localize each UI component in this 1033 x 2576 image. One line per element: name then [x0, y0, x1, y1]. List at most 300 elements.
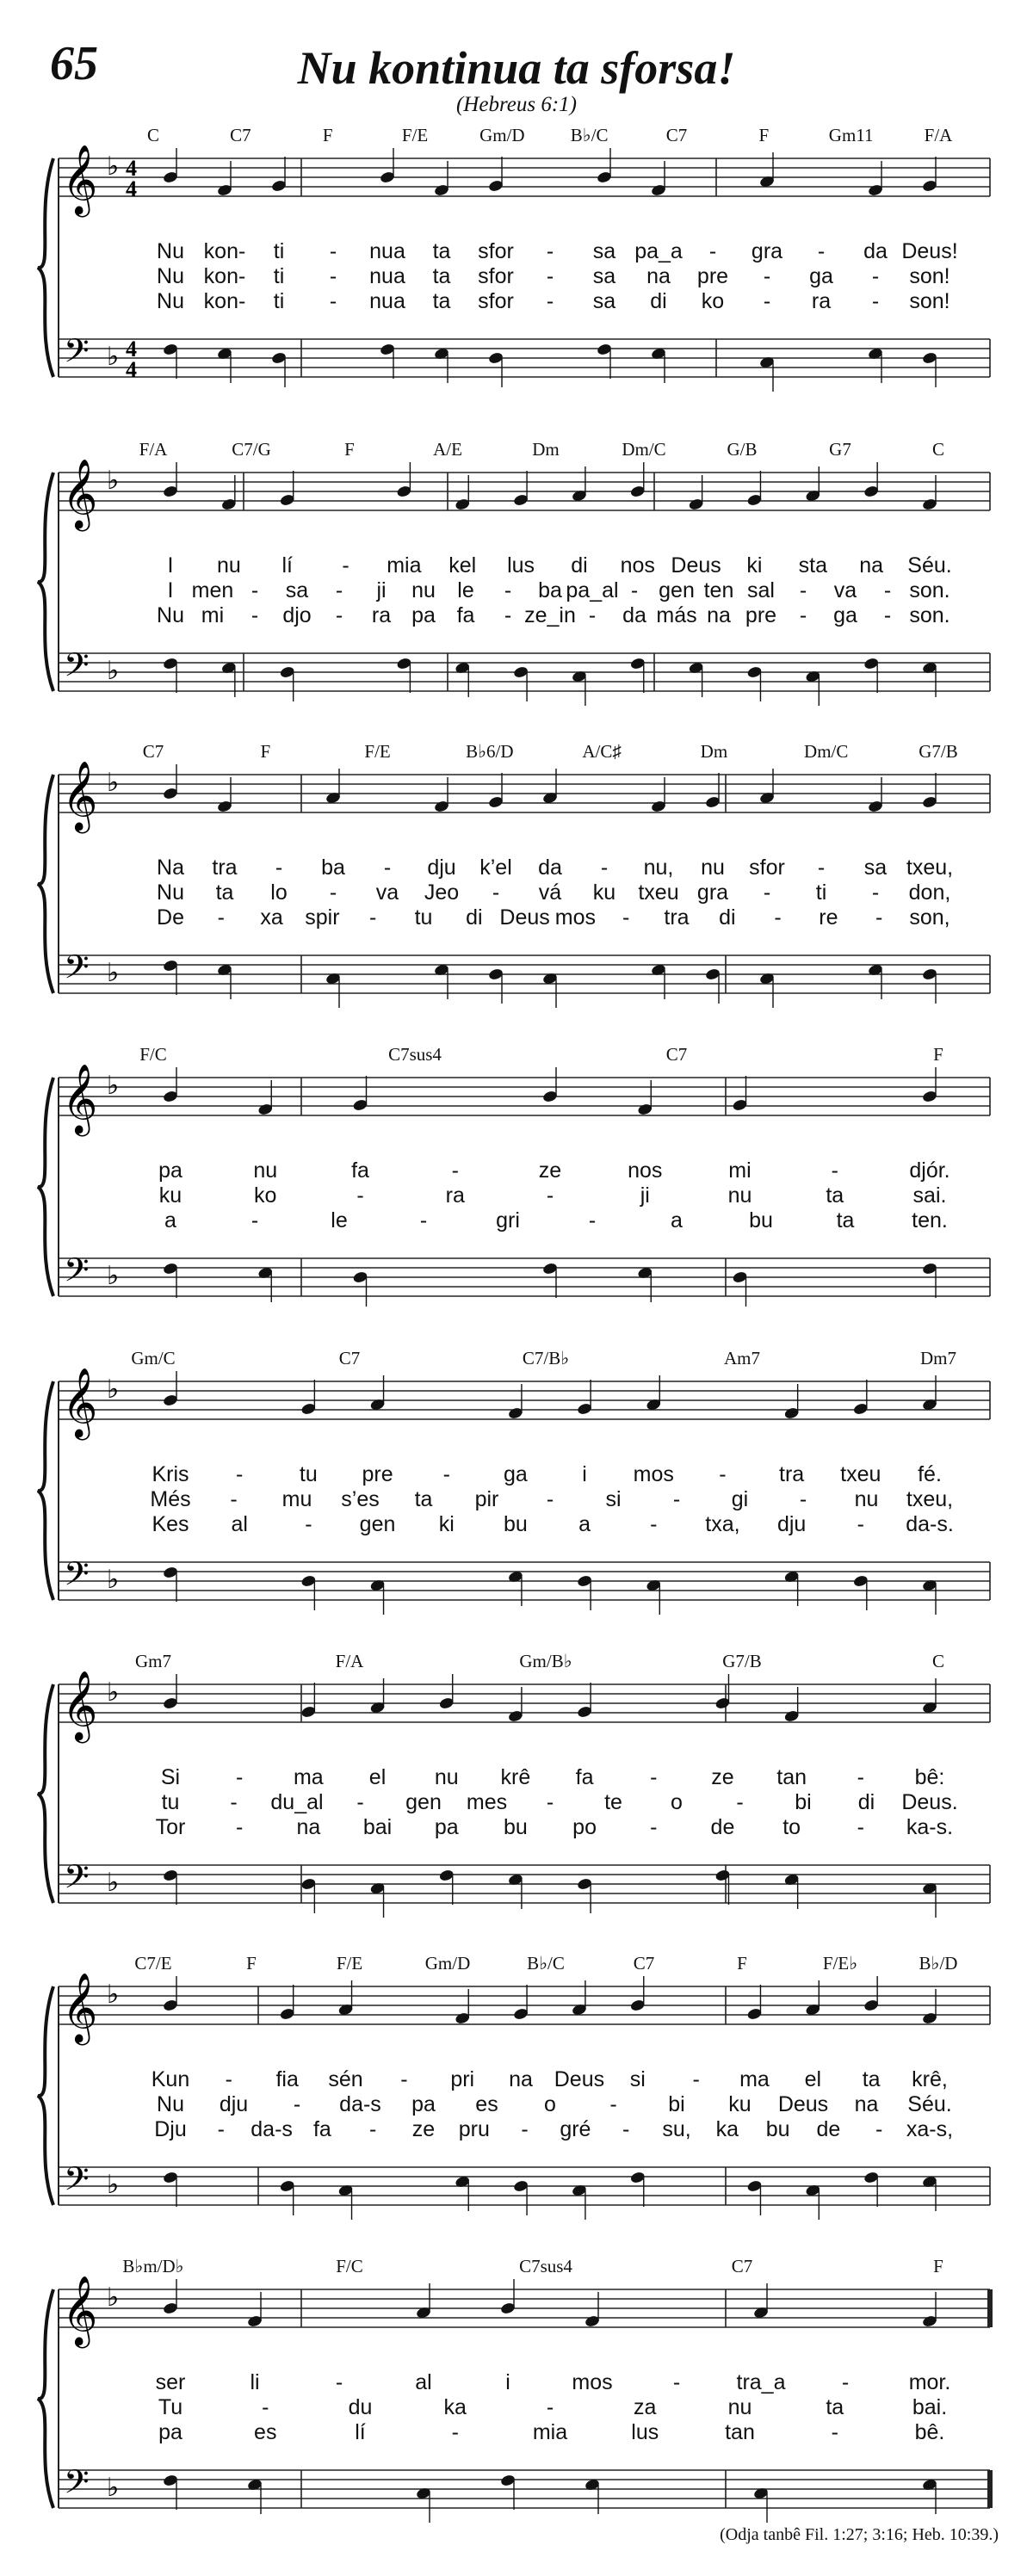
- lyric-syllable: krê,: [912, 2067, 948, 2091]
- lyric-syllable: Jeo: [424, 880, 460, 905]
- lyric-syllable: te: [604, 1790, 622, 1814]
- lyric-syllable: -: [451, 1158, 459, 1183]
- lyric-syllable: -: [230, 1790, 238, 1814]
- lyric-syllable: nu: [434, 1765, 459, 1789]
- lyric-syllable: fia: [275, 2067, 299, 2091]
- lyric-syllable: bi: [795, 1790, 812, 1814]
- lyric-syllable: ko: [701, 289, 725, 313]
- lyric-syllable: de: [816, 2117, 841, 2141]
- lyric-syllable: -: [817, 239, 826, 263]
- key-signature-flat: ♭: [107, 657, 120, 685]
- chord-symbol: B♭m/D♭: [122, 2256, 184, 2276]
- lyric-syllable: xa-s,: [906, 2117, 954, 2141]
- lyric-syllable: -: [763, 264, 771, 288]
- chord-symbol: C7: [731, 2256, 753, 2276]
- lyric-syllable: ta: [432, 289, 451, 313]
- lyric-syllable: al: [231, 1512, 248, 1536]
- time-signature-top: 4: [126, 337, 137, 361]
- lyric-syllable: -: [225, 2067, 233, 2091]
- lyric-syllable: va: [833, 578, 857, 602]
- lyric-syllable: -: [650, 1815, 658, 1839]
- lyric-syllable: s’es: [341, 1487, 380, 1511]
- lyric-syllable: di: [719, 905, 736, 930]
- key-signature-flat: ♭: [107, 1566, 120, 1594]
- lyric-syllable: fa: [312, 2117, 331, 2141]
- lyric-syllable: -: [672, 2370, 681, 2394]
- lyric-syllable: gen: [659, 578, 695, 602]
- treble-clef-icon: 𝄞: [62, 1370, 98, 1436]
- lyric-syllable: -: [329, 289, 337, 313]
- lyric-syllable: -: [609, 2092, 617, 2116]
- lyric-syllable: -: [719, 1462, 727, 1486]
- lyric-syllable: De: [157, 905, 184, 930]
- chord-symbol: C7: [230, 125, 251, 145]
- lyric-syllable: pa: [411, 603, 436, 627]
- lyric-syllable: ta: [432, 264, 451, 288]
- bass-clef-icon: 𝄢: [64, 1859, 90, 1903]
- lyric-syllable: ze: [711, 1765, 734, 1789]
- lyric-syllable: ku: [592, 880, 616, 905]
- lyric-syllable: li: [250, 2370, 260, 2394]
- lyric-syllable: pa: [434, 1815, 459, 1839]
- lyric-syllable: mos: [633, 1462, 674, 1486]
- lyric-syllable: djór.: [909, 1158, 950, 1183]
- lyric-syllable: sa: [285, 578, 309, 602]
- lyric-syllable: tan: [725, 2420, 755, 2444]
- lyric-syllable: na: [509, 2067, 533, 2091]
- key-signature-flat: ♭: [107, 343, 120, 371]
- lyric-syllable: dju: [776, 1512, 807, 1536]
- lyric-syllable: da-s: [339, 2092, 381, 2116]
- lyric-syllable: -: [588, 603, 597, 627]
- lyric-syllable: da-s.: [906, 1512, 954, 1536]
- bass-clef-icon: 𝄢: [64, 2161, 90, 2205]
- lyric-syllable: ji: [376, 578, 387, 602]
- lyric-syllable: -: [335, 578, 343, 602]
- chord-symbol: F: [260, 741, 271, 762]
- lyric-syllable: -: [871, 880, 880, 905]
- lyric-syllable: nu: [253, 1158, 278, 1183]
- hymn-number: 65: [50, 37, 98, 90]
- lyric-syllable: son,: [909, 905, 950, 930]
- bass-clef-icon: 𝄢: [64, 1556, 90, 1600]
- key-signature-flat: ♭: [107, 769, 120, 797]
- lyric-syllable: sta: [798, 553, 827, 578]
- lyric-syllable: pre: [696, 264, 729, 288]
- lyric-syllable: -: [871, 264, 880, 288]
- lyric-syllable: ti: [273, 264, 285, 288]
- lyric-syllable: i: [505, 2370, 510, 2394]
- key-signature-flat: ♭: [107, 1262, 120, 1290]
- chord-symbol: F/E: [336, 1953, 363, 1974]
- lyric-syllable: txeu: [638, 880, 679, 905]
- lyric-syllable: -: [369, 2117, 377, 2141]
- chord-symbol: C7/B♭: [522, 1348, 570, 1368]
- scripture-reference: (Hebreus 6:1): [455, 93, 577, 116]
- lyric-syllable: ka: [715, 2117, 739, 2141]
- lyric-syllable: kon-: [203, 239, 246, 263]
- chord-symbol: C: [931, 1651, 945, 1671]
- lyric-syllable: nu: [727, 2395, 752, 2419]
- lyric-syllable: tra: [779, 1462, 805, 1486]
- lyric-syllable: -: [329, 239, 337, 263]
- lyric-syllable: -: [799, 603, 807, 627]
- lyric-syllable: -: [650, 1512, 658, 1536]
- lyric-syllable: sfor: [478, 239, 514, 263]
- lyric-syllable: Séu.: [907, 2092, 952, 2116]
- lyric-syllable: pru: [458, 2117, 490, 2141]
- lyric-syllable: ta: [862, 2067, 881, 2091]
- key-signature-flat: ♭: [107, 2171, 120, 2199]
- lyric-syllable: ku: [158, 1183, 182, 1208]
- lyric-syllable: a: [578, 1512, 591, 1536]
- bass-clef-icon: 𝄢: [64, 2464, 90, 2508]
- lyric-syllable: si: [629, 2067, 646, 2091]
- treble-clef-icon: 𝄞: [62, 1673, 98, 1739]
- key-signature-flat: ♭: [107, 1375, 120, 1404]
- lyric-syllable: -: [329, 264, 337, 288]
- time-signature-top: 4: [126, 156, 137, 181]
- bass-clef-icon: 𝄢: [64, 949, 90, 993]
- lyric-syllable: nos: [628, 1158, 663, 1183]
- lyric-syllable: Kris: [152, 1462, 189, 1486]
- lyric-syllable: -: [546, 264, 554, 288]
- lyric-syllable: Nu: [157, 880, 184, 905]
- lyric-syllable: -: [650, 1765, 658, 1789]
- lyric-syllable: fé.: [918, 1462, 942, 1486]
- lyric-syllable: -: [236, 1765, 244, 1789]
- chord-symbol: G/B: [727, 439, 758, 460]
- lyric-syllable: bai: [362, 1815, 393, 1839]
- lyric-syllable: Na: [157, 856, 184, 880]
- lyric-syllable: -: [251, 1208, 259, 1232]
- chord-symbol: F/E♭: [822, 1953, 858, 1974]
- lyric-syllable: mi: [201, 603, 225, 627]
- chord-symbol: C7sus4: [519, 2256, 572, 2276]
- lyric-syllable: ka: [443, 2395, 467, 2419]
- lyric-syllable: gri: [496, 1208, 520, 1232]
- system-brace: [38, 1381, 53, 1600]
- lyric-syllable: -: [875, 2117, 883, 2141]
- chord-symbol: C7: [142, 741, 164, 762]
- key-signature-flat: ♭: [107, 1980, 120, 2009]
- chord-symbol: F/A: [924, 125, 953, 145]
- lyric-syllable: Nu: [157, 289, 184, 313]
- lyric-syllable: -: [817, 856, 826, 880]
- lyric-syllable: -: [883, 578, 892, 602]
- lyric-syllable: -: [236, 1462, 244, 1486]
- chord-symbol: Gm/B♭: [519, 1651, 572, 1671]
- lyric-syllable: -: [329, 880, 337, 905]
- lyric-syllable: Kes: [152, 1512, 189, 1536]
- chord-symbol: Dm/C: [622, 439, 666, 460]
- chord-symbol: Dm7: [920, 1348, 956, 1368]
- lyric-syllable: -: [419, 1208, 428, 1232]
- lyric-syllable: pa: [158, 2420, 182, 2444]
- lyric-syllable: kel: [448, 553, 477, 578]
- lyric-syllable: di: [466, 905, 483, 930]
- lyric-syllable: ti: [815, 880, 827, 905]
- lyric-syllable: ra: [445, 1183, 465, 1208]
- lyric-syllable: k’el: [479, 856, 512, 880]
- lyric-syllable: le: [457, 578, 474, 602]
- lyric-syllable: sai.: [912, 1183, 947, 1208]
- lyric-syllable: po: [572, 1815, 597, 1839]
- footer-note: (Odja tanbê Fil. 1:27; 3:16; Heb. 10:39.): [720, 2525, 999, 2544]
- system-brace: [38, 1986, 53, 2205]
- lyric-syllable: -: [875, 905, 883, 930]
- chord-symbol: Dm: [700, 741, 728, 762]
- lyric-syllable: nos: [620, 553, 655, 578]
- lyric-syllable: sfor: [478, 264, 514, 288]
- lyric-syllable: ta: [215, 880, 234, 905]
- lyric-syllable: ma: [739, 2067, 770, 2091]
- lyric-syllable: -: [251, 603, 259, 627]
- lyric-syllable: sfor: [749, 856, 785, 880]
- lyric-syllable: ga: [809, 264, 833, 288]
- lyric-syllable: nua: [369, 289, 405, 313]
- lyric-syllable: pa_al: [566, 578, 619, 602]
- chord-symbol: F/C: [336, 2256, 363, 2276]
- chord-symbol: F/E: [364, 741, 391, 762]
- lyric-syllable: bai.: [912, 2395, 948, 2419]
- lyric-syllable: ti: [273, 289, 285, 313]
- lyric-syllable: ser: [155, 2370, 186, 2394]
- lyric-syllable: Si: [160, 1765, 181, 1789]
- system-brace: [38, 775, 53, 993]
- chord-symbol: C7: [633, 1953, 655, 1974]
- lyric-syllable: -: [236, 1815, 244, 1839]
- lyric-syllable: Deus!: [901, 239, 958, 263]
- lyric-syllable: -: [217, 905, 225, 930]
- lyric-syllable: spir: [305, 905, 340, 930]
- treble-clef-icon: 𝄞: [62, 1066, 98, 1133]
- lyric-syllable: ten: [703, 578, 734, 602]
- lyric-syllable: nu: [701, 856, 725, 880]
- time-signature-bottom: 4: [126, 176, 137, 201]
- lyric-syllable: tu: [299, 1462, 318, 1486]
- lyric-syllable: -: [293, 2092, 301, 2116]
- lyric-syllable: mia: [387, 553, 422, 578]
- chord-symbol: F: [758, 125, 770, 145]
- lyric-syllable: Nu: [157, 264, 184, 288]
- lyric-syllable: nu: [411, 578, 436, 602]
- lyric-syllable: ra: [371, 603, 392, 627]
- chord-symbol: Gm7: [135, 1651, 171, 1671]
- lyric-syllable: bu: [749, 1208, 773, 1232]
- lyric-syllable: -: [546, 239, 554, 263]
- lyric-syllable: -: [305, 1512, 312, 1536]
- chord-symbol: F: [246, 1953, 257, 1974]
- lyric-syllable: fa: [575, 1765, 594, 1789]
- lyric-syllable: pre: [362, 1462, 393, 1486]
- lyric-syllable: gré: [560, 2117, 591, 2141]
- system-brace: [38, 158, 53, 377]
- lyric-syllable: ga: [833, 603, 857, 627]
- chord-symbol: F/A: [139, 439, 168, 460]
- lyric-syllable: da: [538, 856, 562, 880]
- key-signature-flat: ♭: [107, 2283, 120, 2312]
- system-brace: [38, 1684, 53, 1903]
- lyric-syllable: i: [582, 1462, 587, 1486]
- lyric-syllable: sa: [592, 289, 616, 313]
- lyric-syllable: -: [546, 1790, 554, 1814]
- treble-clef-icon: 𝄞: [62, 147, 98, 213]
- lyric-syllable: a: [164, 1208, 176, 1232]
- lyric-syllable: al: [415, 2370, 432, 2394]
- lyric-syllable: da-s: [251, 2117, 293, 2141]
- treble-clef-icon: 𝄞: [62, 1975, 98, 2042]
- lyric-syllable: -: [763, 880, 771, 905]
- lyric-syllable: -: [262, 2395, 269, 2419]
- lyric-syllable: ku: [728, 2092, 752, 2116]
- lyric-syllable: a: [671, 1208, 683, 1232]
- lyric-syllable: ka-s.: [906, 1815, 954, 1839]
- lyric-syllable: mi: [728, 1158, 752, 1183]
- lyric-syllable: ze: [538, 1158, 562, 1183]
- lyric-syllable: son.: [909, 603, 950, 627]
- chord-symbol: F: [737, 1953, 747, 1974]
- lyric-syllable: gen: [405, 1790, 442, 1814]
- lyric-syllable: men: [191, 578, 234, 602]
- key-signature-flat: ♭: [107, 152, 120, 181]
- lyric-syllable: -: [841, 2370, 850, 2394]
- lyric-syllable: kon-: [203, 264, 246, 288]
- lyric-syllable: ta: [826, 1183, 844, 1208]
- chord-symbol: C7: [665, 1044, 688, 1065]
- lyric-syllable: -: [763, 289, 771, 313]
- lyric-syllable: tu: [414, 905, 433, 930]
- lyric-syllable: bê.: [914, 2420, 945, 2444]
- chord-symbol: C: [931, 439, 945, 460]
- lyric-syllable: -: [672, 1487, 681, 1511]
- lyric-syllable: gra: [696, 880, 729, 905]
- lyric-syllable: -: [831, 1158, 838, 1183]
- lyric-syllable: -: [622, 905, 630, 930]
- lyric-syllable: es: [254, 2420, 277, 2444]
- lyric-syllable: di: [571, 553, 588, 578]
- lyric-syllable: -: [504, 603, 512, 627]
- lyric-syllable: krê: [500, 1765, 531, 1789]
- lyric-syllable: Deus: [777, 2092, 829, 2116]
- lyric-syllable: ze_in: [524, 603, 576, 627]
- lyric-syllable: -: [546, 289, 554, 313]
- lyric-syllable: ji: [640, 1183, 650, 1208]
- lyric-syllable: Més: [150, 1487, 191, 1511]
- lyric-syllable: ti: [273, 239, 285, 263]
- lyric-syllable: bi: [668, 2092, 685, 2116]
- treble-clef-icon: 𝄞: [62, 461, 98, 528]
- lyric-syllable: ta: [414, 1487, 433, 1511]
- lyric-syllable: bu: [504, 1815, 528, 1839]
- lyric-syllable: dju: [219, 2092, 249, 2116]
- treble-clef-icon: 𝄞: [62, 2278, 98, 2344]
- lyric-syllable: na: [859, 553, 884, 578]
- lyric-syllable: mor.: [908, 2370, 951, 2394]
- lyric-syllable: -: [335, 603, 343, 627]
- lyric-syllable: ki: [746, 553, 763, 578]
- lyric-syllable: lus: [507, 553, 535, 578]
- lyric-syllable: I: [167, 553, 174, 578]
- lyric-syllable: lus: [631, 2420, 659, 2444]
- lyric-syllable: mos: [554, 905, 597, 930]
- lyric-syllable: -: [692, 2067, 700, 2091]
- lyric-syllable: bu: [504, 1512, 528, 1536]
- chord-symbol: F: [322, 125, 333, 145]
- time-signature-bottom: 4: [126, 357, 137, 382]
- chord-symbol: Am7: [724, 1348, 760, 1368]
- chord-symbol: A/E: [433, 439, 462, 460]
- key-signature-flat: ♭: [107, 466, 120, 495]
- bass-clef-icon: 𝄢: [64, 647, 90, 691]
- lyric-syllable: ko: [254, 1183, 277, 1208]
- lyric-syllable: -: [356, 1790, 364, 1814]
- chord-symbol: G7/B: [722, 1651, 762, 1671]
- lyric-syllable: Deus.: [901, 1790, 958, 1814]
- chord-symbol: F/E: [401, 125, 429, 145]
- lyric-syllable: vá: [538, 880, 562, 905]
- lyric-syllable: si: [605, 1487, 622, 1511]
- lyric-syllable: gen: [359, 1512, 396, 1536]
- hymn-title: Nu kontinua ta sforsa!: [297, 42, 736, 94]
- system-brace: [38, 2289, 53, 2508]
- lyric-syllable: Tor: [155, 1815, 186, 1839]
- lyric-syllable: pre: [745, 603, 777, 627]
- lyric-syllable: txeu,: [906, 1487, 954, 1511]
- lyric-syllable: -: [831, 2420, 838, 2444]
- lyric-syllable: más: [656, 603, 697, 627]
- lyric-syllable: txeu,: [906, 856, 954, 880]
- chord-symbol: Gm/D: [424, 1953, 471, 1974]
- lyric-syllable: ten.: [912, 1208, 948, 1232]
- chord-symbol: F/A: [335, 1651, 364, 1671]
- lyric-syllable: Deus: [671, 553, 721, 578]
- lyric-syllable: du: [348, 2395, 373, 2419]
- lyric-syllable: sfor: [478, 289, 514, 313]
- lyric-syllable: -: [442, 1462, 450, 1486]
- lyric-syllable: nua: [369, 239, 405, 263]
- lyric-syllable: -: [217, 2117, 225, 2141]
- chord-symbol: C7: [665, 125, 688, 145]
- chord-symbol: B♭/C: [527, 1953, 565, 1974]
- lyric-syllable: ze: [411, 2117, 436, 2141]
- lyric-syllable: gra: [751, 239, 783, 263]
- lyric-syllable: txeu: [840, 1462, 881, 1486]
- system-brace: [38, 1078, 53, 1296]
- bass-clef-icon: 𝄢: [64, 333, 90, 377]
- lyric-syllable: za: [634, 2395, 657, 2419]
- lyric-syllable: -: [588, 1208, 597, 1232]
- chord-symbol: Dm/C: [804, 741, 849, 762]
- lyric-syllable: pri: [450, 2067, 475, 2091]
- lyric-syllable: du_al: [270, 1790, 324, 1814]
- lyric-syllable: Tu: [158, 2395, 183, 2419]
- chord-symbol: Gm/C: [131, 1348, 176, 1368]
- lyric-syllable: re: [819, 905, 838, 930]
- lyric-syllable: pa: [411, 2092, 436, 2116]
- chord-symbol: Gm11: [828, 125, 874, 145]
- lyric-syllable: son!: [909, 264, 950, 288]
- lyric-syllable: -: [335, 2370, 343, 2394]
- lyric-syllable: mos: [572, 2370, 613, 2394]
- lyric-syllable: -: [857, 1765, 864, 1789]
- lyric-syllable: -: [400, 2067, 408, 2091]
- lyric-syllable: Nu: [157, 2092, 184, 2116]
- lyric-syllable: nu,: [643, 856, 674, 880]
- chord-symbol: C7/E: [134, 1953, 172, 1974]
- lyric-syllable: na: [646, 264, 671, 288]
- lyric-syllable: o: [544, 2092, 556, 2116]
